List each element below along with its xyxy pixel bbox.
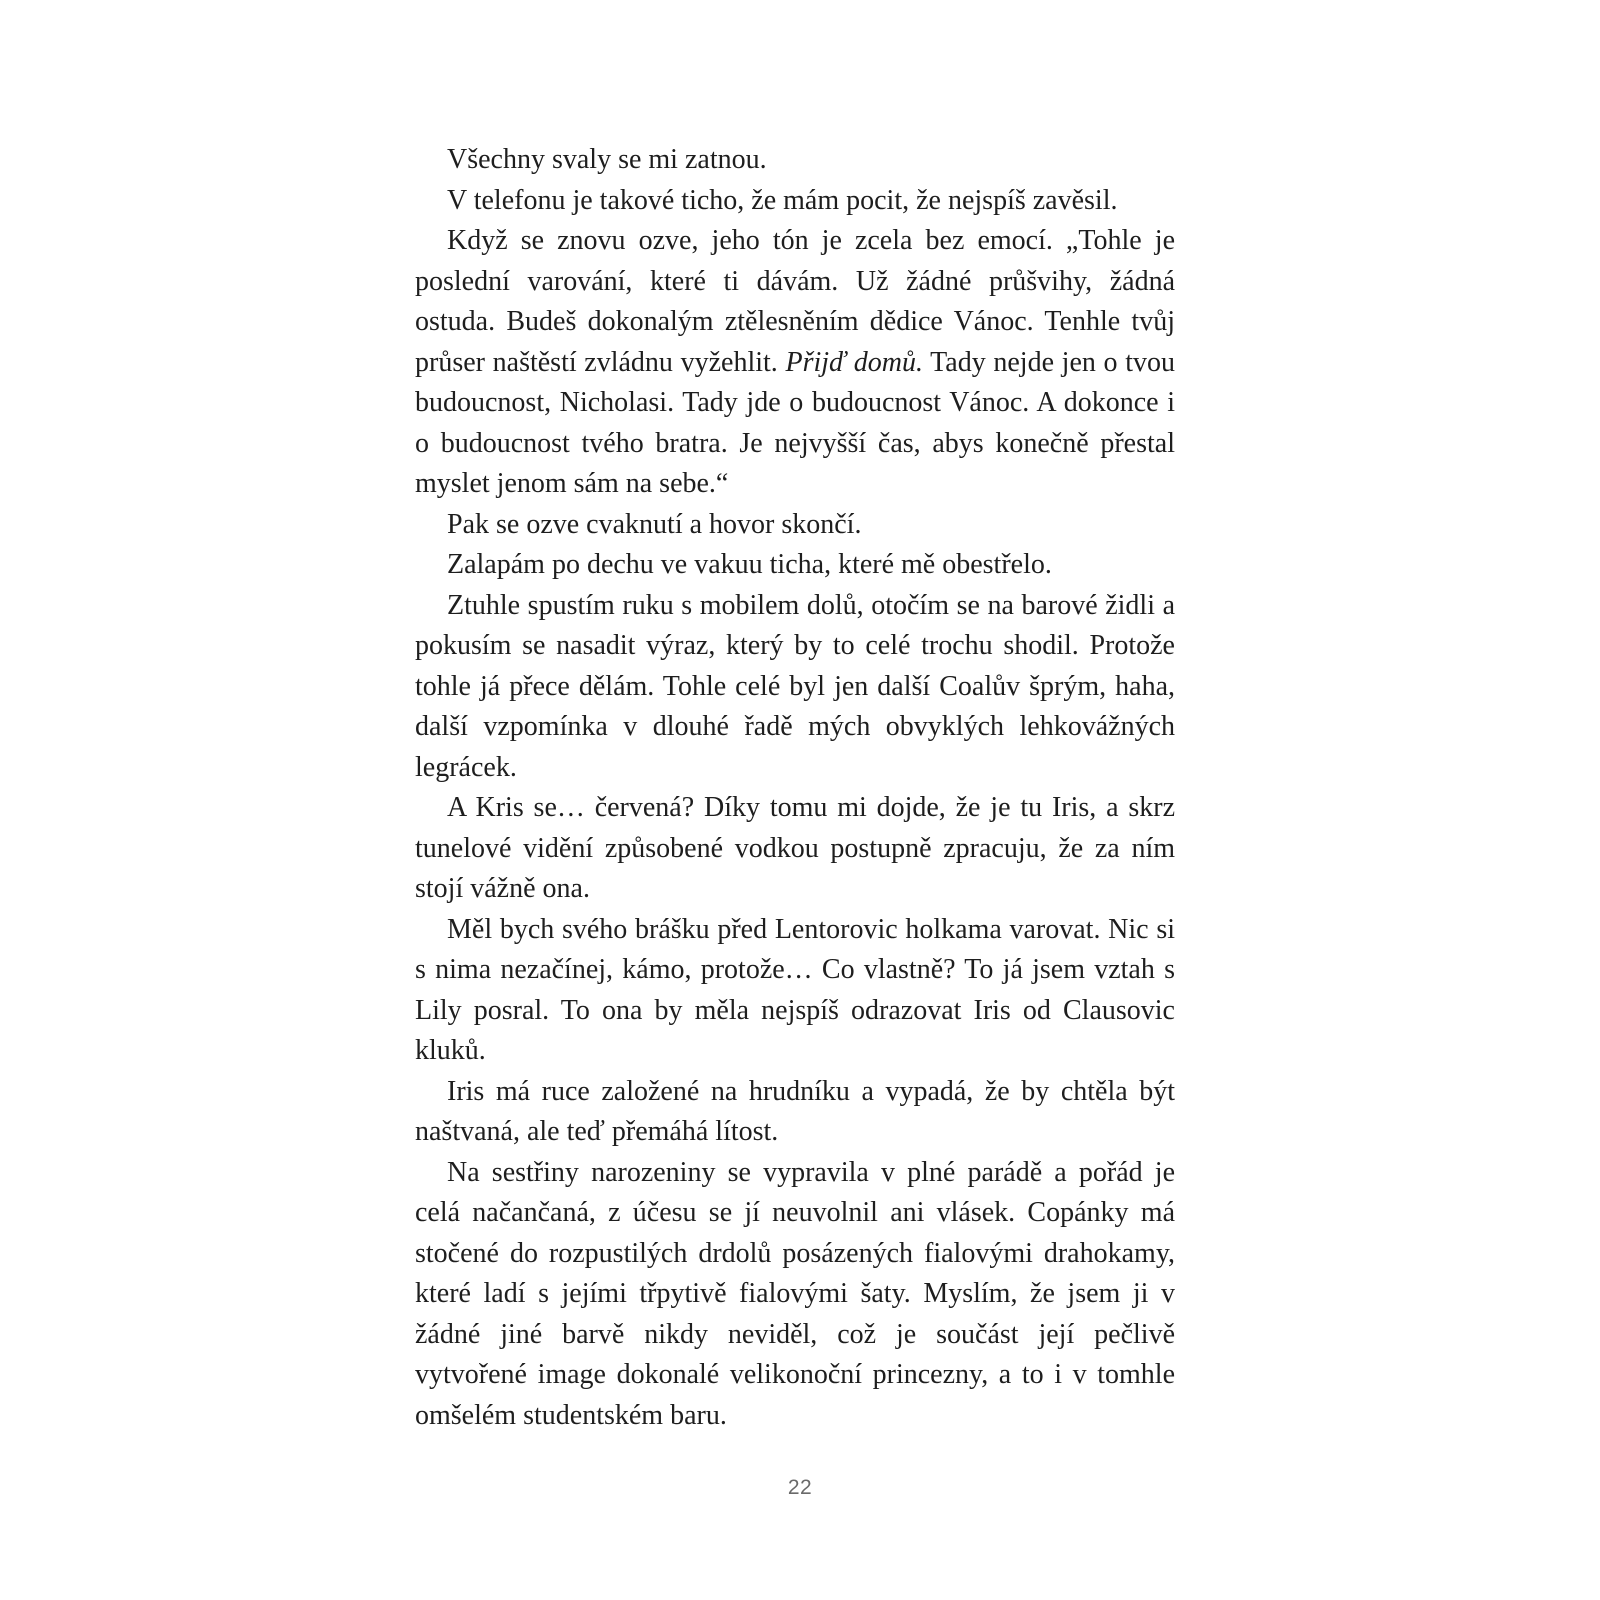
paragraph-9: Iris má ruce založené na hrudníku a vypadá, že by chtěla být naštvaná, ale teď přemáhá lítost.	[415, 1075, 1175, 1147]
paragraph-8: Měl bych svého brášku před Lentorovic holkama varovat. Nic si s nima nezačínej, kámo, protože… Co vlastně? To já jsem vztah s Lily posral. To ona by měla nejspíš odrazovat Iris od Clausovic kluků.	[415, 913, 1175, 1066]
paragraph-7: A Kris se… červená? Díky tomu mi dojde, že je tu Iris, a skrz tunelové vidění způsobené vodkou postupně zpracuju, že za ním stojí vážně ona.	[415, 792, 1175, 904]
paragraph-1: Všechny svaly se mi zatnou.	[447, 144, 767, 175]
paragraph-4: Pak se ozve cvaknutí a hovor skončí.	[447, 508, 862, 540]
paragraph-3-emphasis: Přijď domů.	[785, 346, 923, 378]
paragraph-2: V telefonu je takové ticho, že mám pocit, že nejspíš zavěsil.	[447, 184, 1118, 216]
paragraph-3-text-after: Tady nejde jen o tvou budoucnost, Nicholasi. Tady jde o budoucnost Vánoc. A dokonce i o budoucnost tvého bratra. Je nejvyšší čas, abys konečně přestal myslet jenom sám na sebe.“	[415, 346, 1175, 499]
paragraph-6: Ztuhle spustím ruku s mobilem dolů, otočím se na barové židli a pokusím se nasadit výraz, který by to celé trochu shodil. Protože tohle já přece dělám. Tohle celé byl jen další Coalův šprým, haha, další vzpomínka v dlouhé řadě mých obvyklých lehkovážných legrácek.	[415, 589, 1175, 783]
page-number: 22	[787, 1476, 813, 1499]
paragraph-3	[415, 221, 1175, 505]
paragraph-5: Zalapám po dechu ve vakuu ticha, které mě obestřelo.	[447, 549, 1052, 580]
paragraph-10: Na sestřiny narozeniny se vypravila v plné parádě a pořád je celá načančaná, z účesu se jí neuvolnil ani vlásek. Copánky má stočené do rozpustilých drdolů posázených fialovými drahokamy, které ladí s jejími třpytivě fialovými šaty. Myslím, že jsem ji v žádné jiné barvě nikdy neviděl, což je součást její pečlivě vytvořené image dokonalé velikonoční princezny, a to i v tomhle omšelém studentském baru.	[415, 1156, 1175, 1431]
paragraph-3-text-before: Když se znovu ozve, jeho tón je zcela bez emocí. „Tohle je poslední varování, které ti dávám. Už žádné průšvihy, žádná ostuda. Budeš dokonalým ztělesněním dědice Vánoc. Tenhle tvůj průser naštěstí zvládnu vyžehlit.	[415, 225, 1175, 378]
body-text	[415, 140, 1175, 1436]
